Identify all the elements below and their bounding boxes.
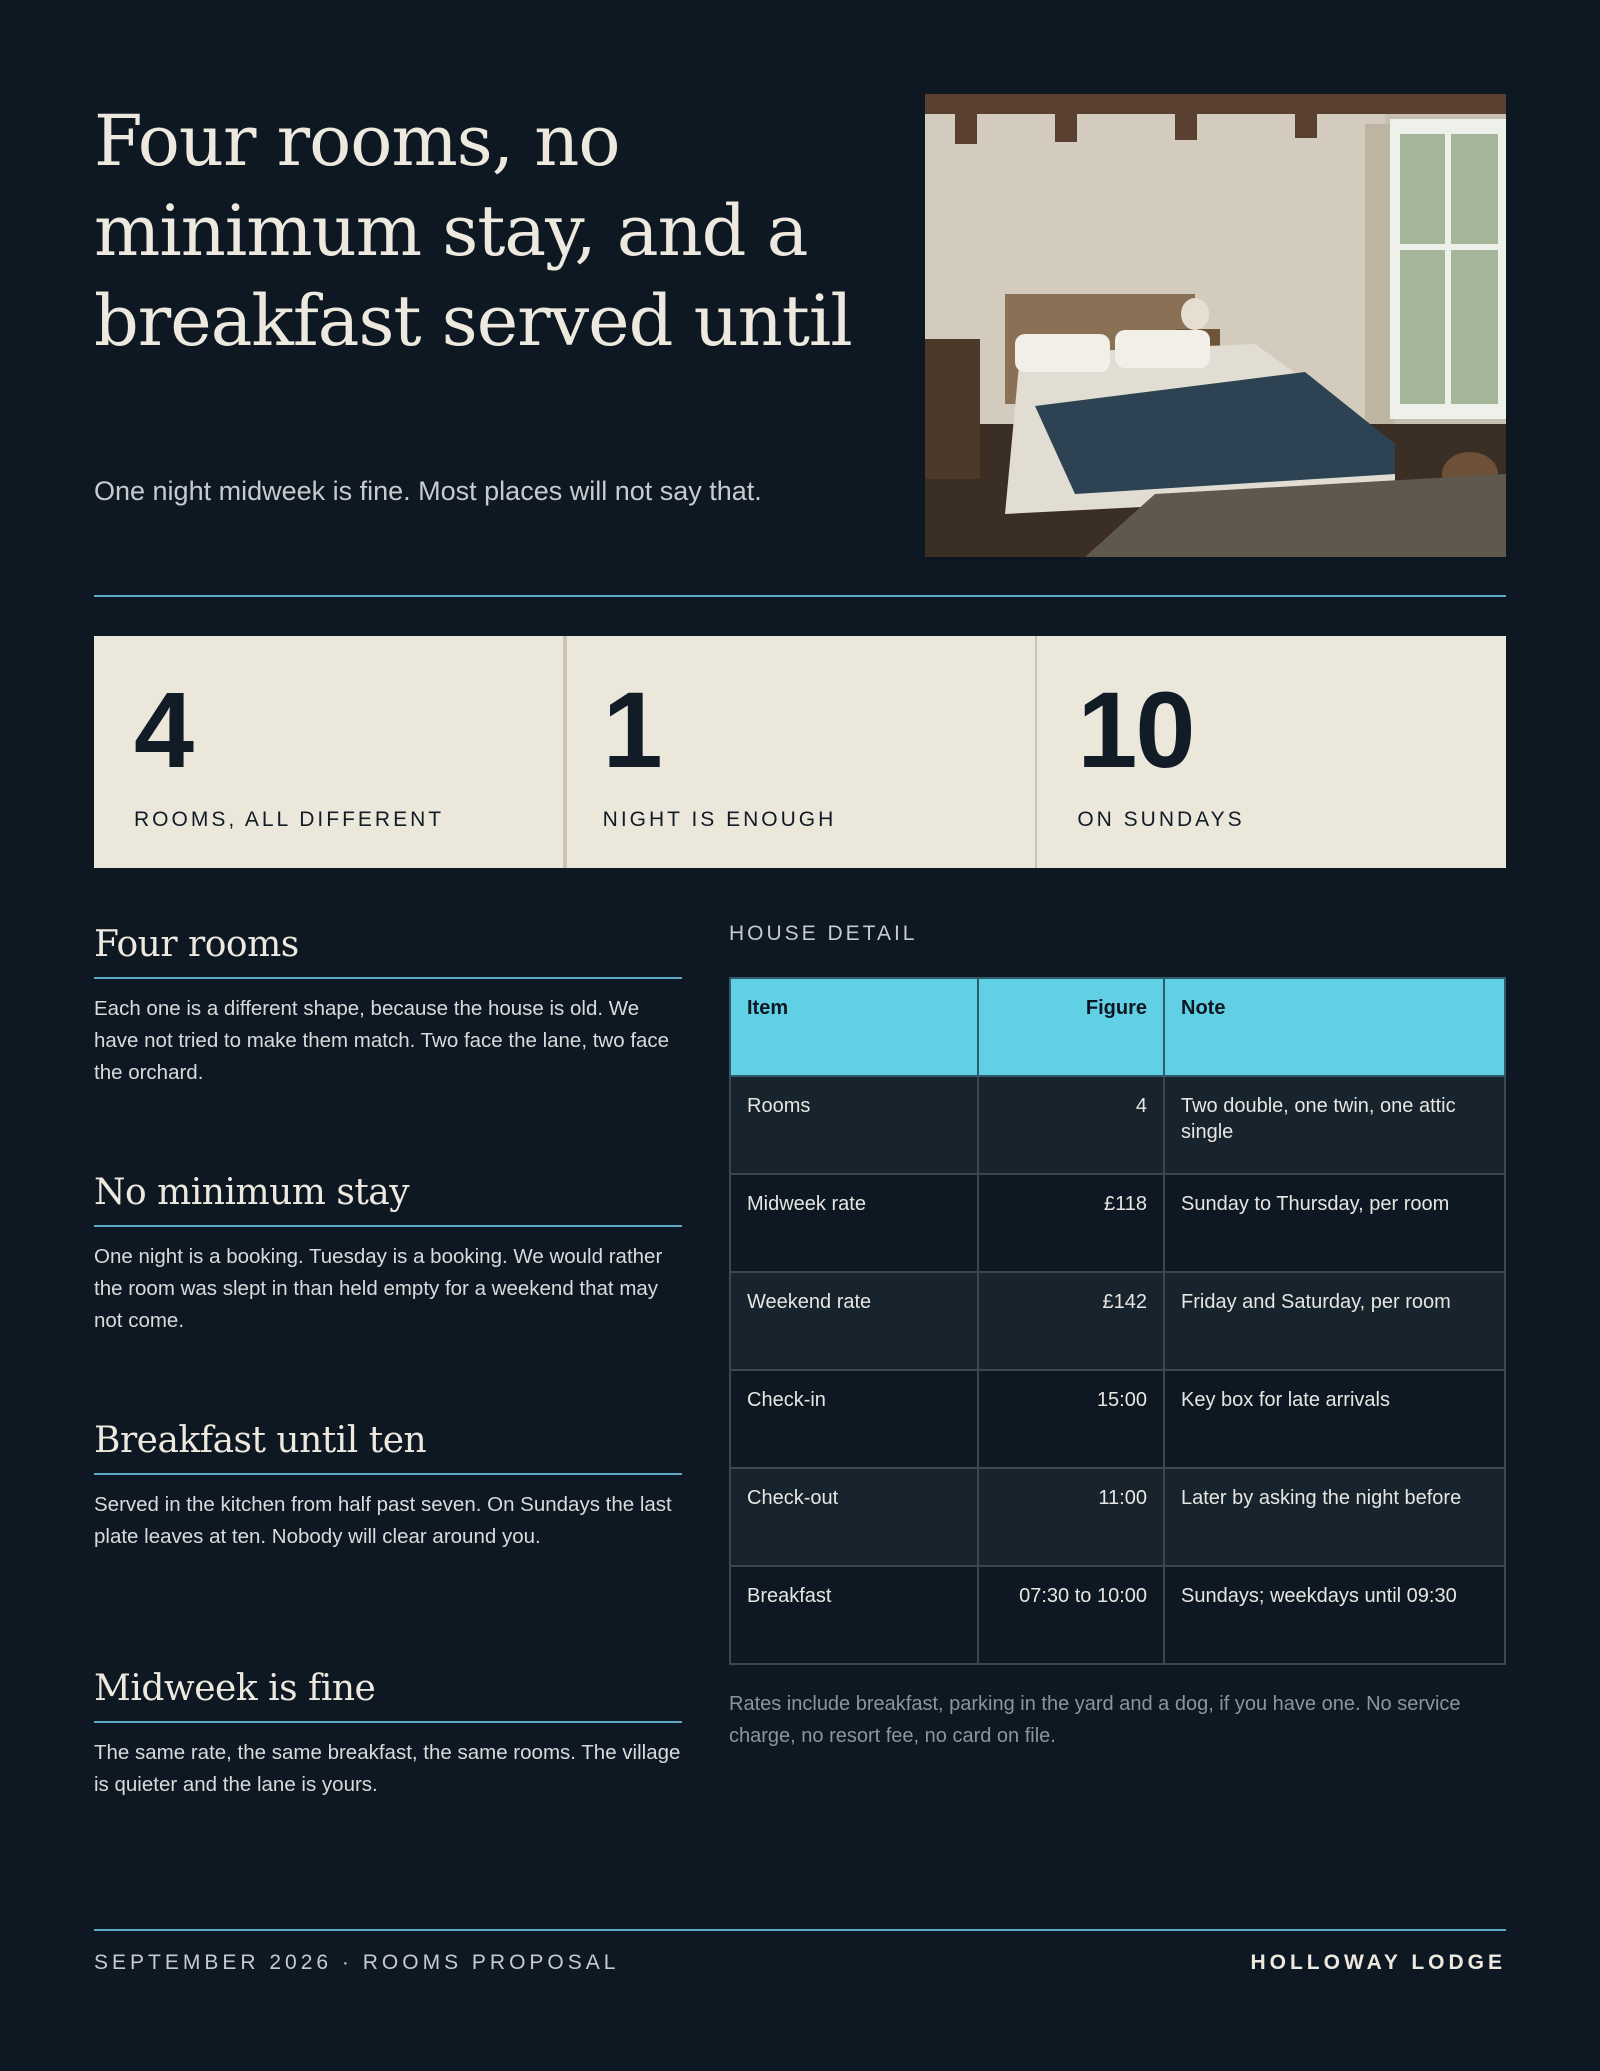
table-row — [730, 1370, 1505, 1468]
stat-number: 10 — [1077, 669, 1194, 790]
feature-body: The same rate, the same breakfast, the same rooms. The village is quieter and the lane is yours. — [94, 1741, 681, 1796]
stat-number: 4 — [134, 669, 193, 790]
cell-figure: 4 — [978, 1076, 1164, 1174]
feature-title: Four rooms — [94, 924, 682, 979]
cell-note: Key box for late arrivals — [1164, 1370, 1505, 1468]
rates-footnote: Rates include breakfast, parking in the yard and a dog, if you have one. No service charge, no resort fee, no card on file. — [729, 1693, 1461, 1747]
stat-label: ON SUNDAYS — [1077, 808, 1245, 831]
feature-title: Breakfast until ten — [94, 1420, 682, 1475]
table-row — [730, 1566, 1505, 1664]
house-detail-table — [729, 977, 1506, 1665]
cell-figure: 07:30 to 10:00 — [978, 1566, 1164, 1664]
cell-figure: £118 — [978, 1174, 1164, 1272]
feature-body: Served in the kitchen from half past seven. On Sundays the last plate leaves at ten. Nobody will clear around you. — [94, 1493, 672, 1548]
bedroom-photo — [925, 94, 1506, 557]
hero-title: Four rooms, no minimum stay, and a breakfast served until — [94, 100, 852, 362]
cell-item: Rooms — [730, 1076, 978, 1174]
table-row — [730, 1076, 1505, 1174]
cell-item: Breakfast — [730, 1566, 978, 1664]
divider-top — [94, 595, 1506, 597]
rooms-proposal-page — [94, 0, 1506, 2071]
cell-note: Friday and Saturday, per room — [1164, 1272, 1505, 1370]
table-row — [730, 1174, 1505, 1272]
hero-subtitle: One night midweek is fine. Most places will not say that. — [94, 476, 762, 506]
header-note: Note — [1164, 978, 1505, 1076]
stat-nights — [565, 636, 1038, 868]
feature-midweek — [94, 1668, 682, 1801]
feature-no-minimum-stay — [94, 1172, 682, 1337]
cell-figure: 15:00 — [978, 1370, 1164, 1468]
cell-note: Sunday to Thursday, per room — [1164, 1174, 1505, 1272]
feature-body: One night is a booking. Tuesday is a booking. We would rather the room was slept in than held empty for a weekend that may not come. — [94, 1245, 663, 1332]
stat-number: 1 — [602, 669, 661, 790]
stat-sundays — [1037, 636, 1506, 868]
feature-four-rooms — [94, 924, 682, 1089]
table-row — [730, 1272, 1505, 1370]
stat-rooms — [94, 636, 565, 868]
stat-label: ROOMS, ALL DIFFERENT — [134, 808, 445, 831]
stat-label: NIGHT IS ENOUGH — [602, 808, 837, 831]
header-item: Item — [730, 978, 978, 1076]
footer-date: SEPTEMBER 2026 · ROOMS PROPOSAL — [94, 1951, 620, 1974]
footer-brand: HOLLOWAY LODGE — [1250, 1951, 1506, 1974]
table-header-row — [730, 978, 1505, 1076]
cell-note: Sundays; weekdays until 09:30 — [1164, 1566, 1505, 1664]
cell-note: Later by asking the night before — [1164, 1468, 1505, 1566]
cell-note: Two double, one twin, one attic single — [1164, 1076, 1505, 1174]
cell-item: Check-out — [730, 1468, 978, 1566]
house-detail-label: HOUSE DETAIL — [729, 922, 918, 945]
table-row — [730, 1468, 1505, 1566]
cell-item: Check-in — [730, 1370, 978, 1468]
feature-title: No minimum stay — [94, 1172, 682, 1227]
cell-figure: £142 — [978, 1272, 1164, 1370]
feature-breakfast — [94, 1420, 682, 1553]
cell-figure: 11:00 — [978, 1468, 1164, 1566]
feature-body: Each one is a different shape, because the house is old. We have not tried to make them match. Two face the lane, two face the orchard. — [94, 997, 670, 1084]
feature-title: Midweek is fine — [94, 1668, 682, 1723]
stats-panel — [94, 636, 1506, 868]
header-figure: Figure — [978, 978, 1164, 1076]
cell-item: Weekend rate — [730, 1272, 978, 1370]
divider-bottom — [94, 1929, 1506, 1931]
cell-item: Midweek rate — [730, 1174, 978, 1272]
